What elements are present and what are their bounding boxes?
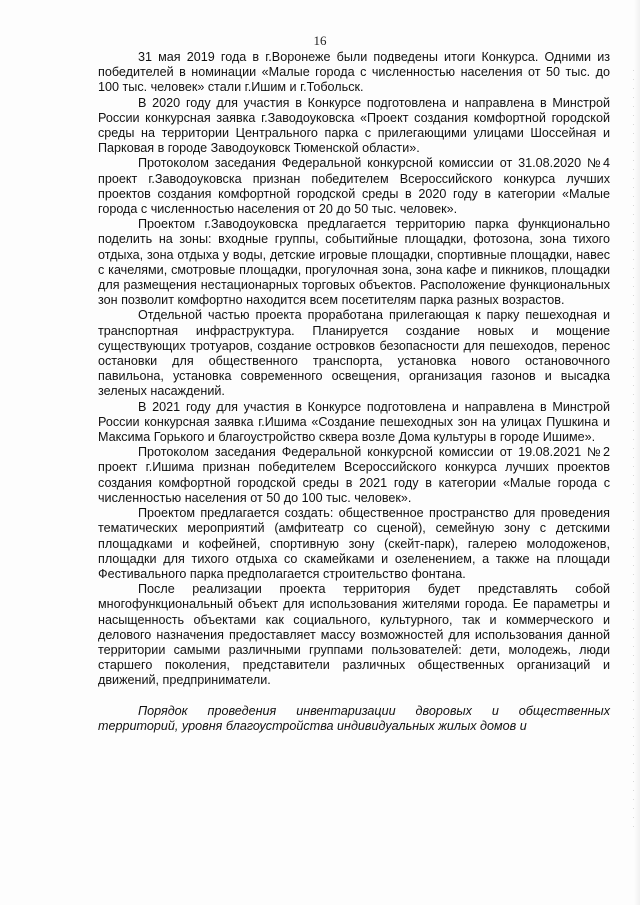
paragraph-infrastructure: Отдельной частью проекта проработана прилегающая к парку пешеходная и транспортная инфраструктура. Планируется создание новых и мощение существующих тротуаров, создание островков безопасности для пешеходов, перенос остановки для общественного транспорта, установка нового остановочного павильона, установка современного освещения, организация газонов и высадка зеленых насаждений.: [98, 308, 610, 399]
paragraph-park-zones: Проектом г.Заводоуковска предлагается территорию парка функционально поделить на зоны: входные группы, событийные площадки, фотозона, зона тихого отдыха, зона отдыха у воды, детские игровые площадки, спортивные площадки, навес с качелями, смотровые площадки, прогулочная зона, зона кафе и пикников, площадки для размещения нестационарных торговых объектов. Расположение функциональных зон позволит комфортно находится всем посетителям парка разных возрастов.: [98, 217, 610, 308]
paragraph-ishim-application-2021: В 2021 году для участия в Конкурсе подготовлена и направлена в Минстрой России конкурсная заявка г.Ишима «Создание пешеходных зон на улицах Пушкина и Максима Горького и благоустройство сквера возле Дома культуры в городе Ишиме».: [98, 399, 610, 445]
scan-artifact: [633, 70, 634, 830]
paragraph-ishim-project: Проектом предлагается создать: общественное пространство для проведения тематических мероприятий (амфитеатр со сценой), семейную зону с детскими площадками и кофейней, спортивную зону (скейт-парк), галерею молодоженов, площадки для тихого отдыха со скамейками и озеленением, а также на площади Фестивального парка предполагается строительство фонтана.: [98, 506, 610, 581]
paragraph-after-implementation: После реализации проекта территория будет представлять собой многофункциональный объект для использования жителями города. Ее параметры и насыщенность объектами как социального, культурного, так и коммерческого и делового назначения предоставляет массу возможностей для использования данной территории самыми различными группами пользователей: дети, молодежь, люди старшего поколения, представители различных общественных организаций и движений, предприниматели.: [98, 582, 610, 688]
page-number: 16: [313, 33, 327, 48]
paragraph-zavodoukovsk-application-2020: В 2020 году для участия в Конкурсе подготовлена и направлена в Минстрой России конкурсная заявка г.Заводоуковска «Проект создания комфортной городской среды на территории Центрального парка с прилегающими улицами Шоссейная и Парковая в городе Заводоуковск Тюменской области».: [98, 95, 610, 156]
scan-edge: [634, 0, 640, 905]
paragraph-zavodoukovsk-protocol: Протоколом заседания Федеральной конкурсной комиссии от 31.08.2020 №4 проект г.Заводоуковска признан победителем Всероссийского конкурса лучших проектов создания комфортной городской среды в 2020 году в категории «Малые города с численностью населения от 20 до 50 тыс. человек».: [98, 156, 610, 217]
body-text: [98, 50, 610, 734]
paragraph-ishim-protocol: Протоколом заседания Федеральной конкурсной комиссии от 19.08.2021 №2 проект г.Ишима признан победителем Всероссийского конкурса лучших проектов создания комфортной городской среды в 2021 году в категории «Малые города с численностью населения от 50 до 100 тыс. человек».: [98, 445, 610, 505]
paragraph-contest-results-2019: 31 мая 2019 года в г.Воронеже были подведены итоги Конкурса. Одними из победителей в номинации «Малые города с численностью населения от 50 тыс. до 100 тыс. человек» стали г.Ишим и г.Тобольск.: [98, 50, 610, 95]
section-heading-inventory: Порядок проведения инвентаризации дворовых и общественных территорий, уровня благоустройства индивидуальных жилых домов и: [98, 703, 610, 733]
